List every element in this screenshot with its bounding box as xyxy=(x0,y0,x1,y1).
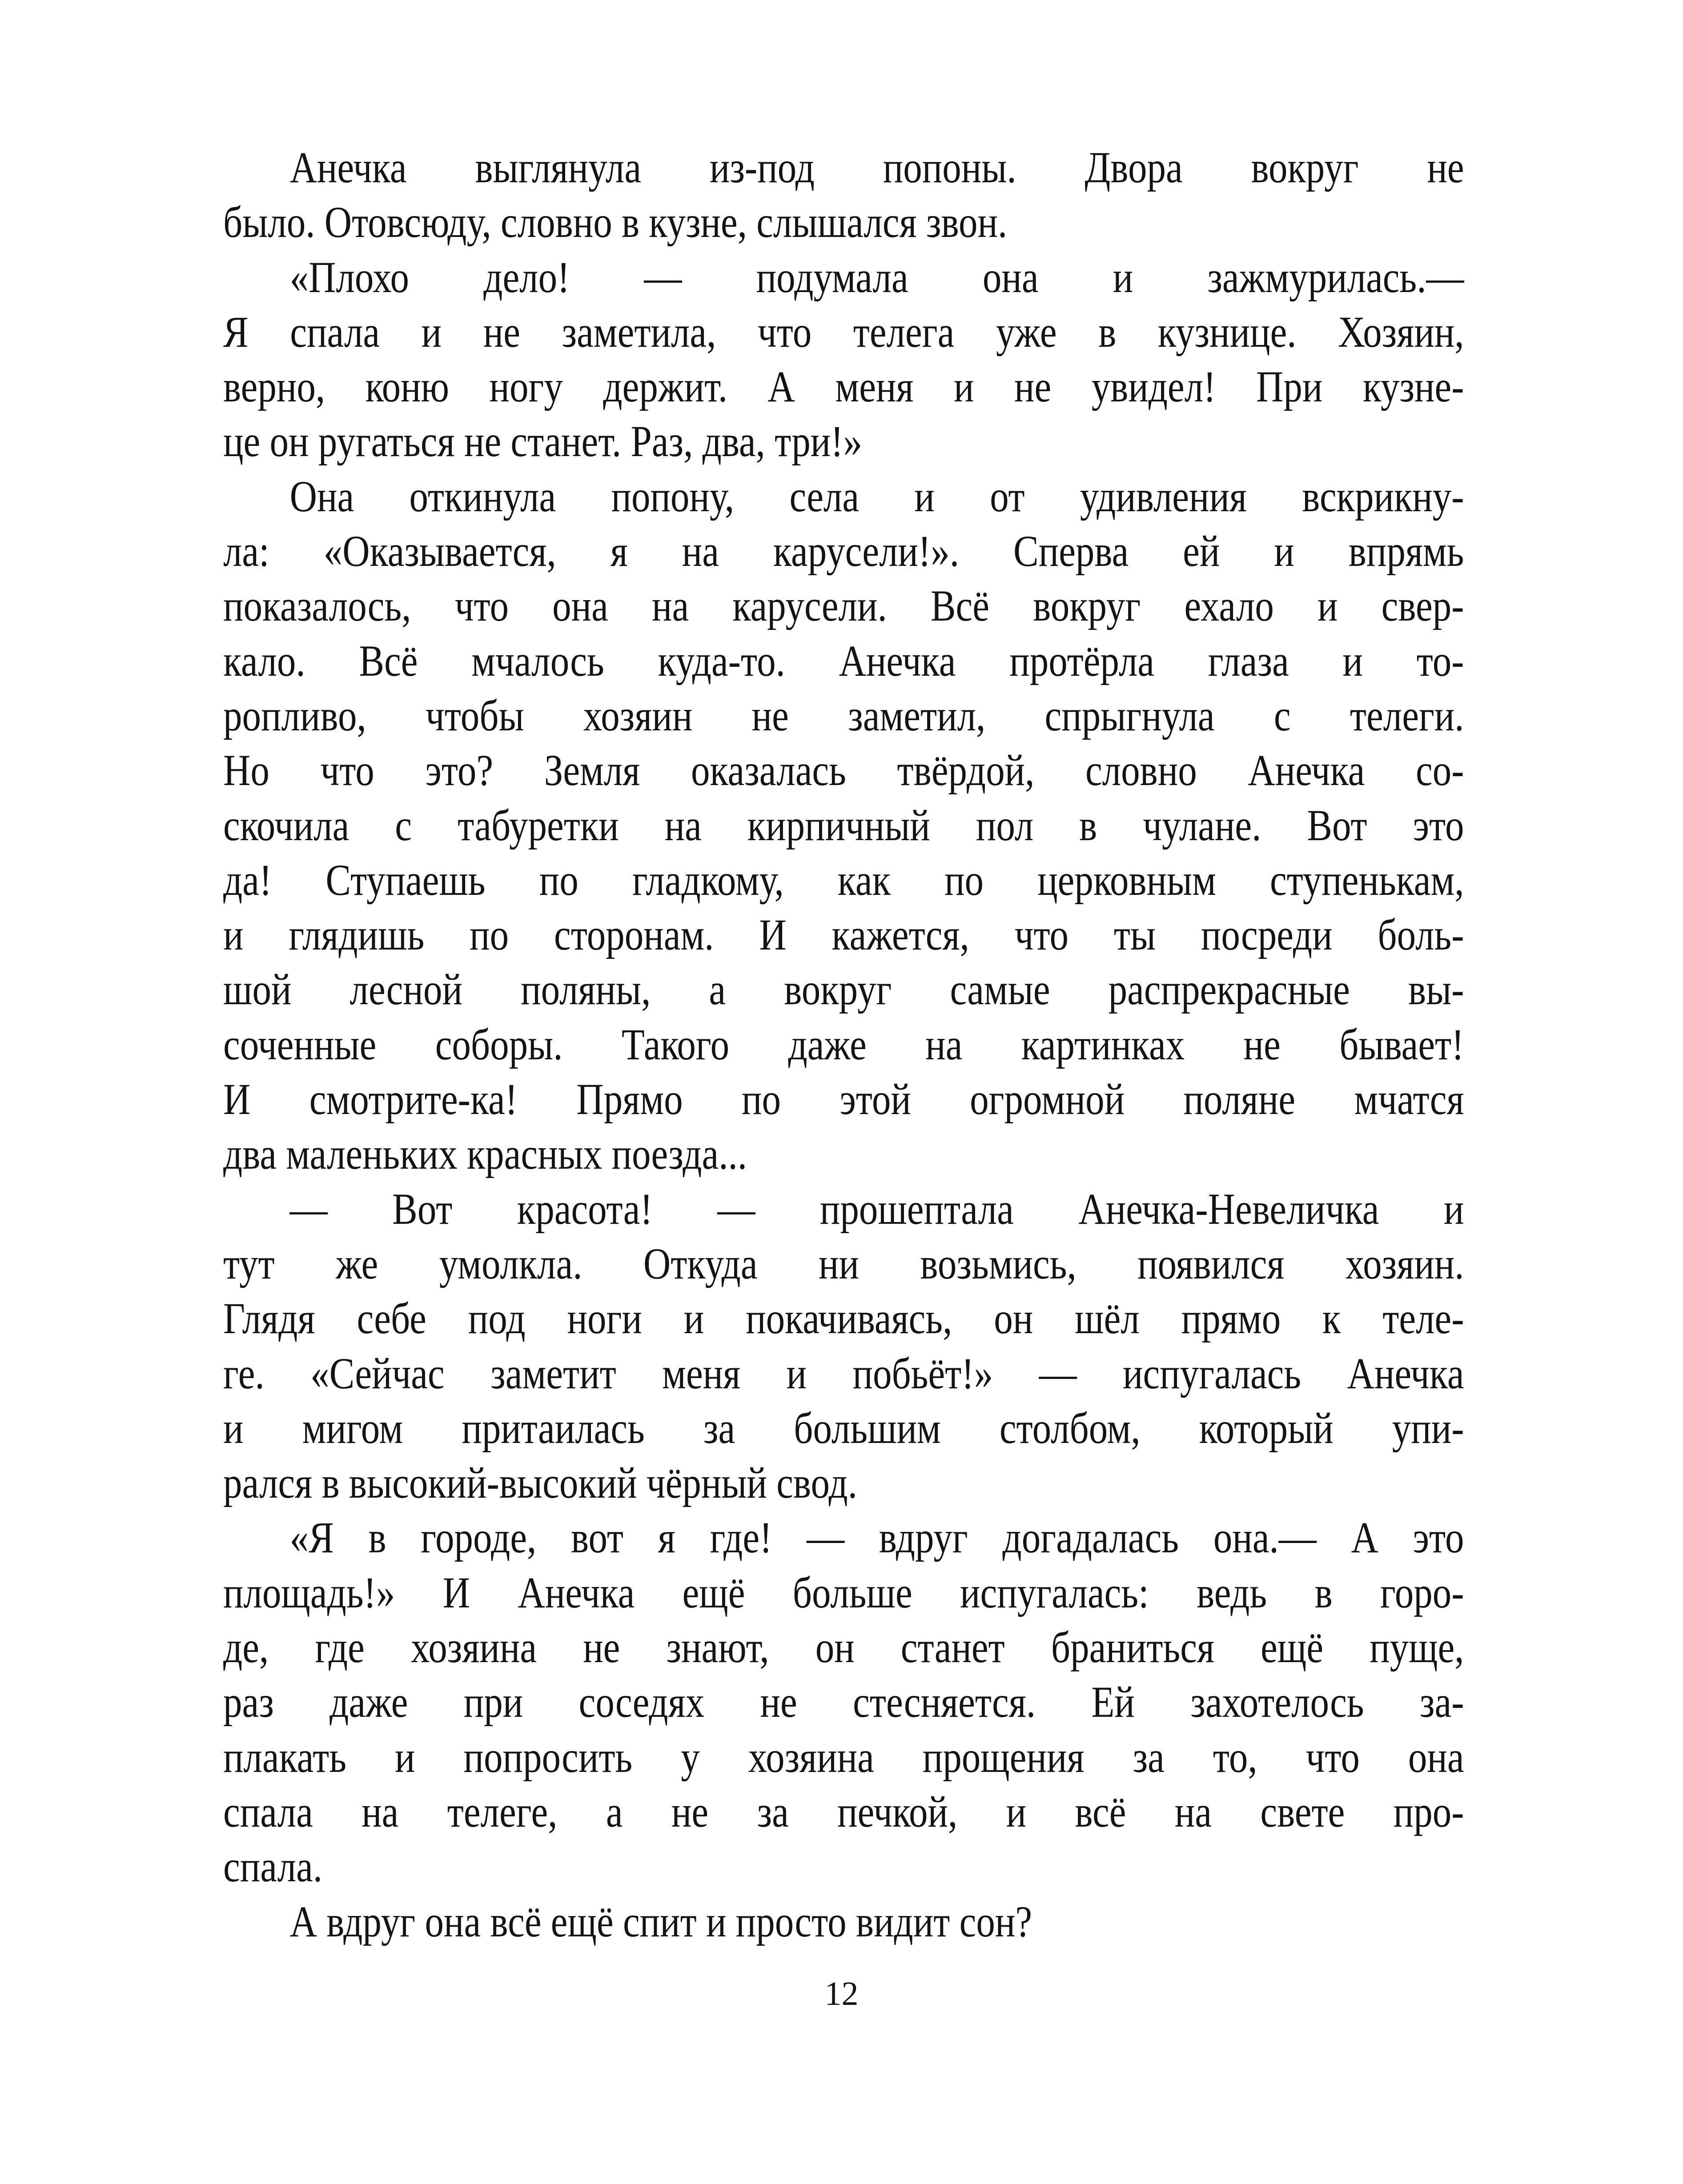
text-line: шой лесной поляны, а вокруг самые распрекрасные вы- xyxy=(223,965,1464,1014)
page-number: 12 xyxy=(824,1975,859,2012)
text-line: Она откинула попону, села и от удивления вскрикну- xyxy=(289,471,1464,521)
text-line: Но что это? Земля оказалась твёрдой, словно Анечка со- xyxy=(223,745,1464,795)
text-line: ропливо, чтобы хозяин не заметил, спрыгнула с телеги. xyxy=(223,690,1464,740)
text-line: было. Отовсюду, словно в кузне, слышался звон. xyxy=(223,197,1008,247)
text-line: скочила с табуретки на кирпичный пол в чулане. Вот это xyxy=(223,800,1464,850)
text-line: да! Ступаешь по гладкому, как по церковным ступенькам, xyxy=(223,855,1464,905)
text-line: и глядишь по сторонам. И кажется, что ты посреди боль- xyxy=(223,910,1464,960)
text-line: де, где хозяина не знают, он станет браниться ещё пуще, xyxy=(223,1623,1464,1672)
text-line: соченные соборы. Такого даже на картинках не бывает! xyxy=(223,1019,1464,1069)
text-line: «Я в городе, вот я где! — вдруг догадалась она.— А это xyxy=(289,1513,1464,1563)
text-line: спала. xyxy=(223,1842,323,1891)
text-line: и мигом притаилась за большим столбом, который упи- xyxy=(223,1403,1464,1453)
text-line: раз даже при соседях не стесняется. Ей захотелось за- xyxy=(223,1677,1464,1727)
text-line: А вдруг она всё ещё спит и просто видит сон? xyxy=(289,1896,1032,1946)
text-line: Анечка выглянула из-под попоны. Двора вокруг не xyxy=(289,143,1464,192)
text-line: ла: «Оказывается, я на карусели!». Сперва ей и впрямь xyxy=(223,526,1464,576)
text-line: показалось, что она на карусели. Всё вокруг ехало и свер- xyxy=(223,581,1464,631)
text-line: це он ругаться не станет. Раз, два, три!» xyxy=(223,417,863,466)
text-line: спала на телеге, а не за печкой, и всё на свете про- xyxy=(223,1787,1464,1836)
text-line: тут же умолкла. Откуда ни возьмись, появился хозяин. xyxy=(223,1238,1464,1288)
text-line: Я спала и не заметила, что телега уже в кузнице. Хозяин, xyxy=(223,307,1464,357)
text-line: ге. «Сейчас заметит меня и побьёт!» — испугалась Анечка xyxy=(223,1348,1464,1398)
text-line: верно, коню ногу держит. А меня и не увидел! При кузне- xyxy=(223,362,1464,412)
text-line: Глядя себе под ноги и покачиваясь, он шёл прямо к теле- xyxy=(223,1294,1464,1343)
text-line: плакать и попросить у хозяина прощения за то, что она xyxy=(223,1732,1464,1782)
text-line: — Вот красота! — прошептала Анечка-Невеличка и xyxy=(289,1184,1464,1234)
text-line: два маленьких красных поезда... xyxy=(223,1129,747,1179)
text-line: кало. Всё мчалось куда-то. Анечка протёрла глаза и то- xyxy=(223,636,1464,685)
text-block xyxy=(223,140,1464,1949)
text-line: рался в высокий-высокий чёрный свод. xyxy=(223,1458,858,1508)
text-line: площадь!» И Анечка ещё больше испугалась: ведь в горо- xyxy=(223,1567,1464,1617)
text-line: И смотрите-ка! Прямо по этой огромной поляне мчатся xyxy=(223,1074,1464,1124)
text-line: «Плохо дело! — подумала она и зажмурилась.— xyxy=(289,252,1464,302)
